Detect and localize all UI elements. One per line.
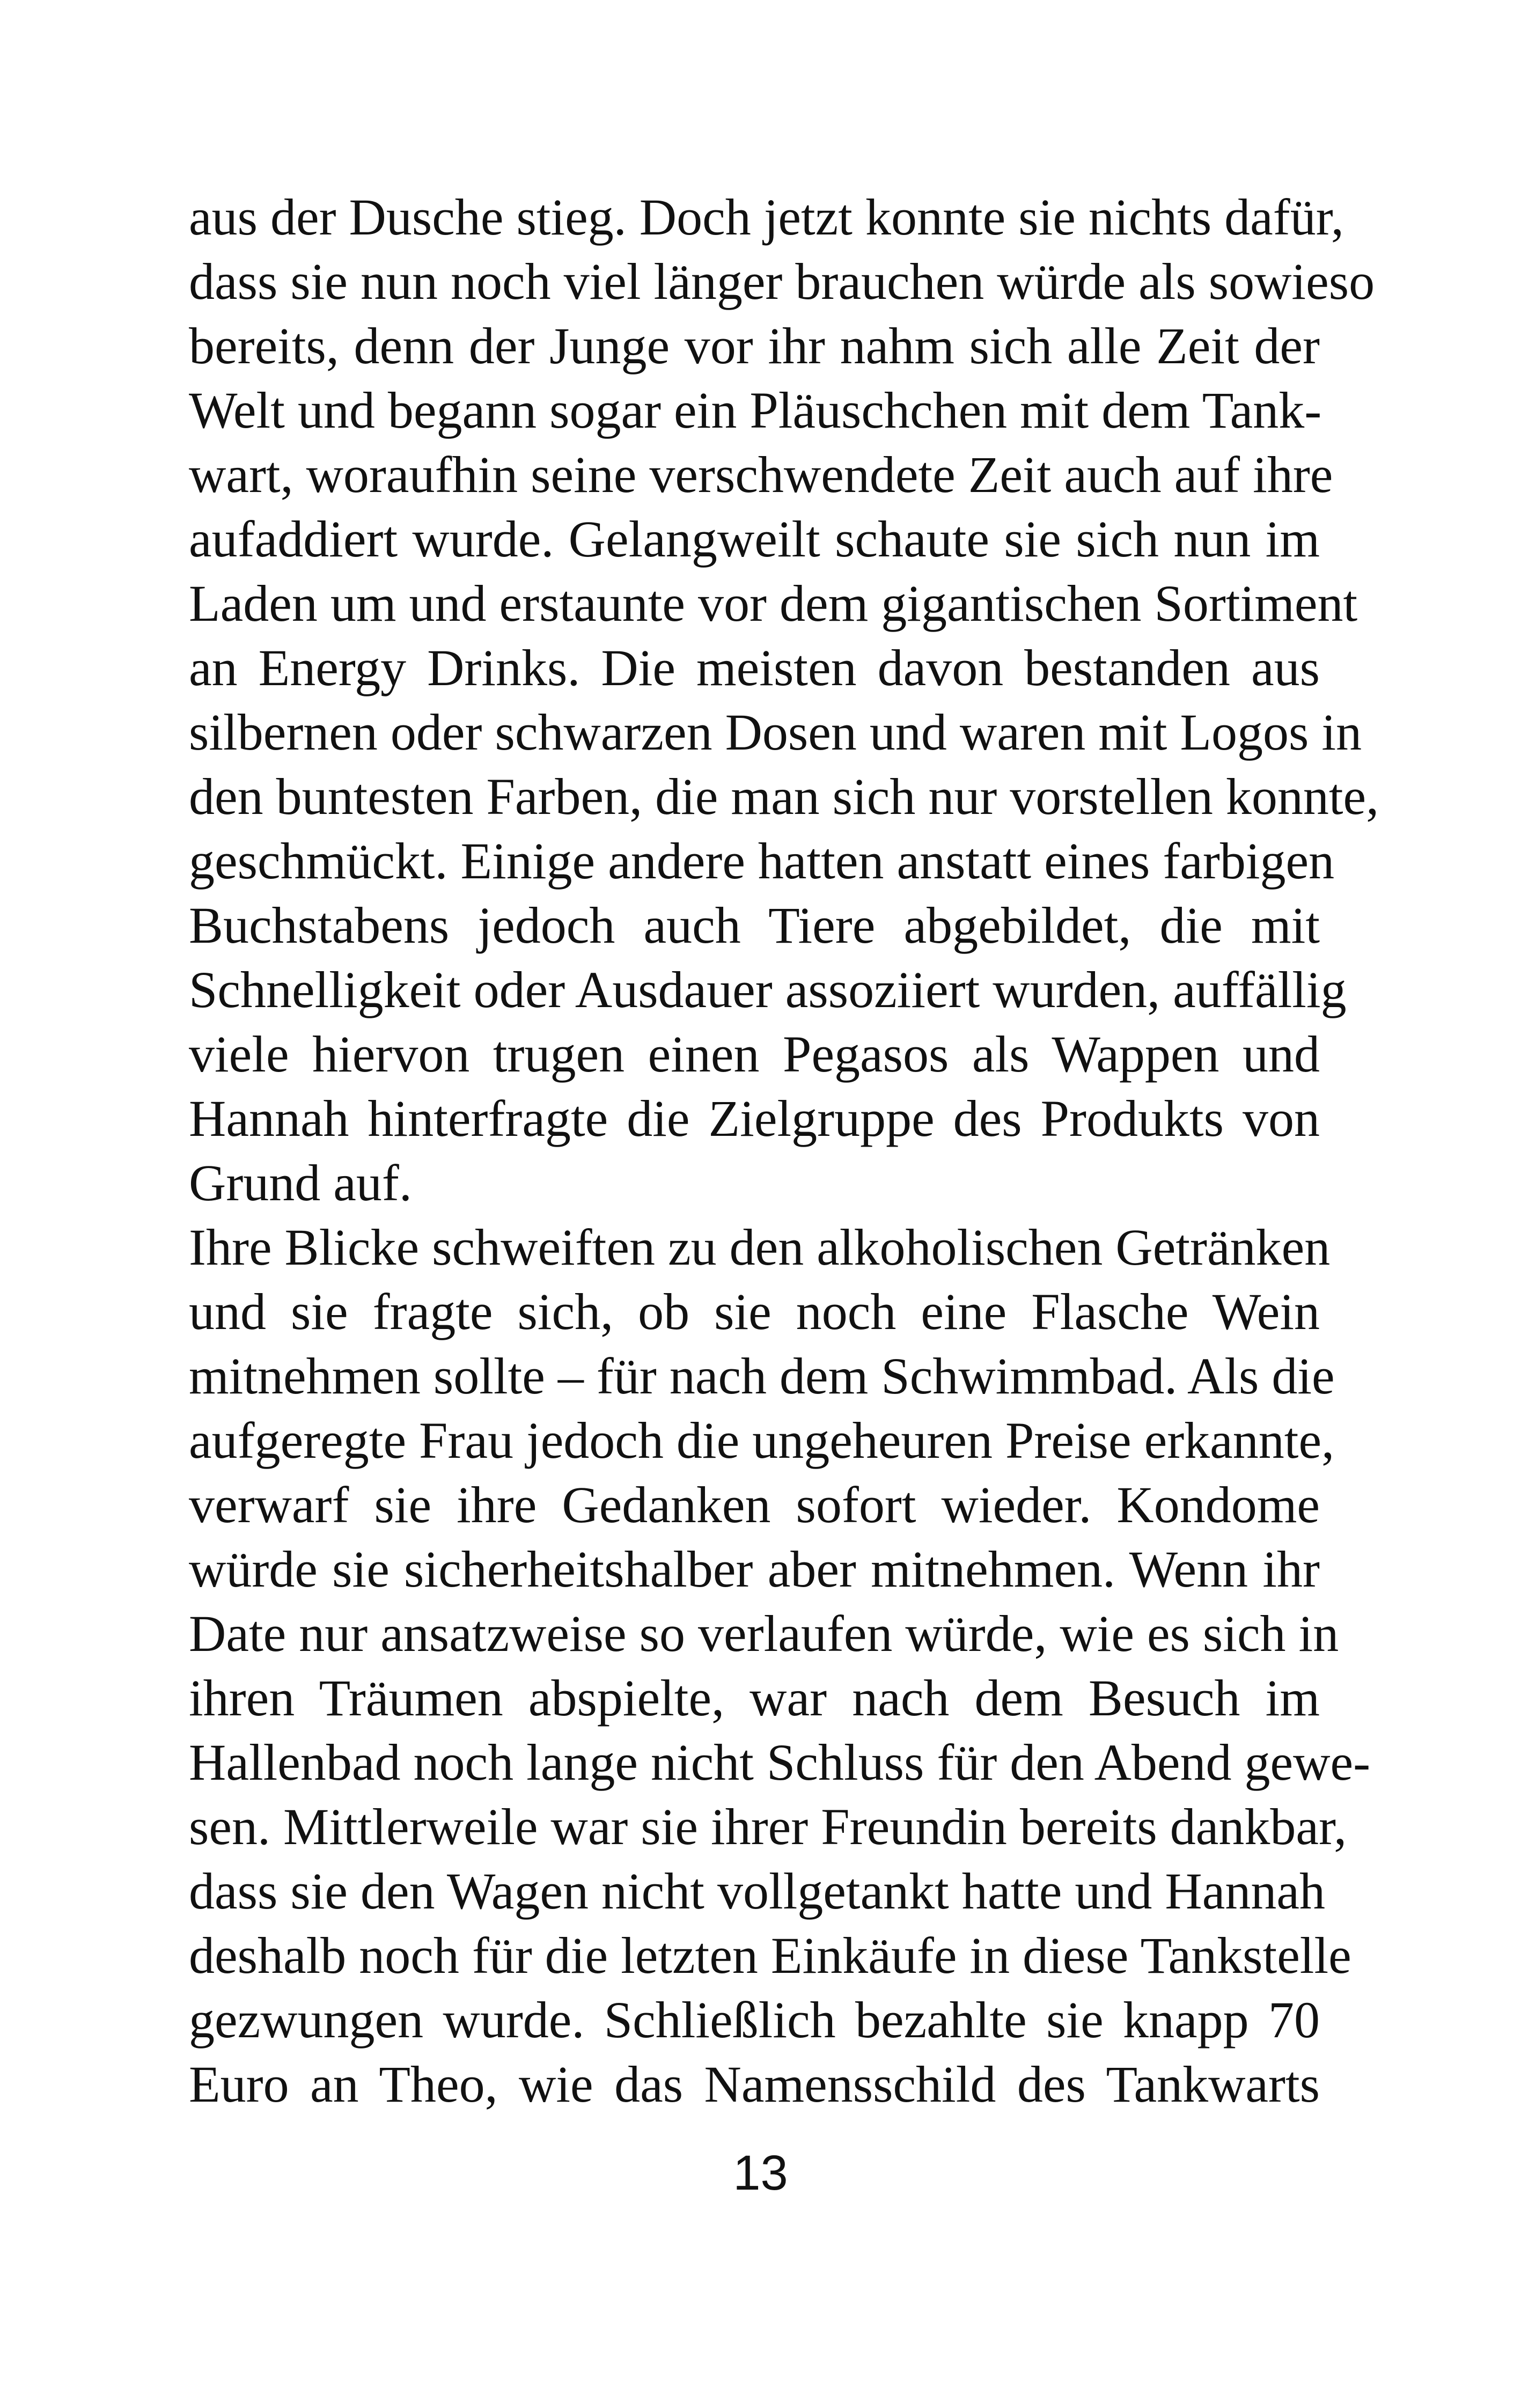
text-line: aufaddiert wurde. Gelangweilt schaute sie sich nun im — [189, 510, 1320, 568]
text-line: aufgeregte Frau jedoch die ungeheuren Preise erkannte, — [189, 1412, 1335, 1469]
text-line: Euro an Theo, wie das Namensschild des Tankwarts — [189, 2055, 1320, 2113]
text-line: verwarf sie ihre Gedanken sofort wieder. Kondome — [189, 1476, 1320, 1533]
text-line: Laden um und erstaunte vor dem gigantischen Sortiment — [189, 575, 1358, 632]
text-line: dass sie den Wagen nicht vollgetankt hatte und Hannah — [189, 1862, 1325, 1920]
text-line: an Energy Drinks. Die meisten davon bestanden aus — [189, 639, 1320, 696]
text-line: würde sie sicherheitshalber aber mitnehmen. Wenn ihr — [189, 1540, 1320, 1598]
text-line: Welt und begann sogar ein Pläuschchen mit dem Tank- — [189, 381, 1322, 439]
text-line: aus der Dusche stieg. Doch jetzt konnte sie nichts dafür, — [189, 188, 1344, 246]
text-line: den buntesten Farben, die man sich nur vorstellen konnte, — [189, 768, 1379, 825]
text-line: bereits, denn der Junge vor ihr nahm sich alle Zeit der — [189, 317, 1320, 375]
text-line: mitnehmen sollte – für nach dem Schwimmbad. Als die — [189, 1347, 1335, 1405]
text-line: sen. Mittlerweile war sie ihrer Freundin bereits dankbar, — [189, 1798, 1347, 1855]
text-line: Hannah hinterfragte die Zielgruppe des Produkts von — [189, 1090, 1320, 1147]
text-line: Hallenbad noch lange nicht Schluss für den Abend gewe- — [189, 1734, 1371, 1791]
text-line: deshalb noch für die letzten Einkäufe in diese Tankstelle — [189, 1927, 1351, 1984]
text-line: Schnelligkeit oder Ausdauer assoziiert wurden, auffällig — [189, 961, 1347, 1018]
text-line: Grund auf. — [189, 1154, 412, 1212]
text-line: dass sie nun noch viel länger brauchen würde als sowieso — [189, 253, 1375, 310]
text-line: Ihre Blicke schweiften zu den alkoholischen Getränken — [189, 1218, 1331, 1276]
text-line: wart, woraufhin seine verschwendete Zeit auch auf ihre — [189, 446, 1333, 503]
text-line: silbernen oder schwarzen Dosen und waren mit Logos in — [189, 703, 1362, 761]
text-line: Buchstabens jedoch auch Tiere abgebildet, die mit — [189, 897, 1320, 954]
text-line: ihren Träumen abspielte, war nach dem Besuch im — [189, 1669, 1320, 1727]
text-line: geschmückt. Einige andere hatten anstatt eines farbigen — [189, 832, 1335, 890]
text-line: viele hiervon trugen einen Pegasos als Wappen und — [189, 1025, 1320, 1083]
page-number: 13 — [733, 2146, 788, 2200]
text-line: Date nur ansatzweise so verlaufen würde, wie es sich in — [189, 1605, 1339, 1662]
body-text — [189, 185, 1379, 2117]
text-line: und sie fragte sich, ob sie noch eine Flasche Wein — [189, 1283, 1320, 1340]
text-line: gezwungen wurde. Schließlich bezahlte sie knapp 70 — [189, 1991, 1320, 2049]
